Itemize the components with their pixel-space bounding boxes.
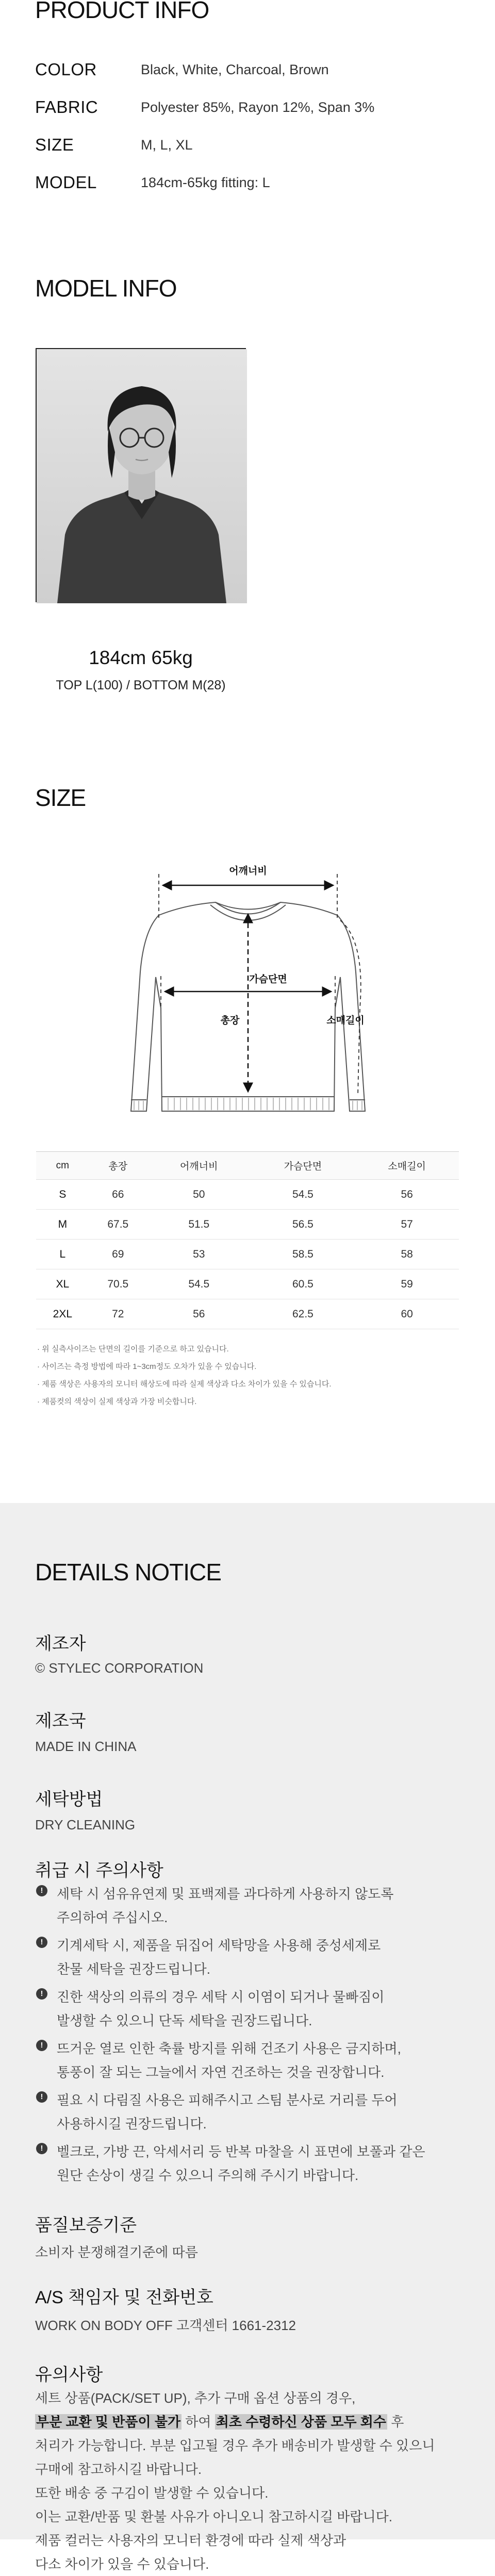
table-cell: 62.5 [251, 1299, 355, 1329]
caution-line-highlighted [35, 2410, 468, 2434]
care-item [36, 1934, 459, 1981]
care-item [36, 1882, 459, 1929]
info-row-size [35, 135, 458, 155]
size-note: · 위 실측사이즈는 단면의 길이를 기준으로 하고 있습니다. [37, 1345, 229, 1353]
wash-value: DRY CLEANING [35, 1817, 136, 1832]
caution-fragment: 후 [387, 2414, 404, 2430]
caution-line: 다소 차이가 있을 수 있습니다. [35, 2556, 209, 2572]
table-cell: 67.5 [89, 1210, 147, 1240]
wash-heading: 세탁방법 [35, 1790, 103, 1809]
table-cell: 60.5 [251, 1269, 355, 1299]
caution-heading: 유의사항 [35, 2365, 103, 2385]
table-cell: 56 [147, 1299, 251, 1329]
care-line: 기계세탁 시, 제품을 뒤집어 세탁망을 사용해 중성세제로 [57, 1938, 381, 1953]
table-row [36, 1210, 459, 1240]
exclamation-icon: ! [36, 2143, 47, 2154]
table-cell: S [36, 1180, 89, 1210]
col-header: 총장 [89, 1152, 147, 1180]
table-cell: 53 [147, 1240, 251, 1269]
care-line: 세탁 시 섬유유연제 및 표백제를 과다하게 사용하지 않도록 [57, 1886, 394, 1902]
chest-label: 가슴단면 [249, 973, 287, 985]
care-heading: 취급 시 주의사항 [35, 1861, 163, 1880]
care-line: 벨크로, 가방 끈, 악세서리 등 반복 마찰을 시 표면에 보풀과 같은 [57, 2144, 425, 2159]
care-line: 찬물 세탁을 권장드립니다. [57, 1961, 210, 1977]
model-info-title: MODEL INFO [35, 275, 177, 302]
table-cell: 59 [355, 1269, 459, 1299]
care-line: 필요 시 다림질 사용은 피해주시고 스팀 분사로 거리를 두어 [57, 2092, 398, 2108]
table-cell: 56.5 [251, 1210, 355, 1240]
origin-heading: 제조국 [35, 1711, 86, 1731]
info-row-model [35, 172, 458, 193]
table-cell: 54.5 [147, 1269, 251, 1299]
exclamation-icon: ! [36, 1988, 47, 2000]
length-label: 총장 [220, 1015, 240, 1026]
caution-line: 세트 상품(PACK/SET UP), 추가 구매 옵션 상품의 경우, [35, 2390, 356, 2406]
table-cell: 54.5 [251, 1180, 355, 1210]
info-key: FABRIC [35, 97, 98, 117]
origin-value: MADE IN CHINA [35, 1739, 137, 1754]
model-fitting-sizes: TOP L(100) / BOTTOM M(28) [56, 678, 226, 692]
care-item [36, 2088, 459, 2136]
table-cell: L [36, 1240, 89, 1269]
model-illustration [37, 349, 247, 603]
info-row-color [35, 59, 458, 80]
table-row [36, 1180, 459, 1210]
warranty-heading: 품질보증기준 [35, 2216, 137, 2235]
exclamation-icon: ! [36, 2091, 47, 2103]
care-line: 뜨거운 열로 인한 축률 방지를 위해 건조기 사용은 금지하며, [57, 2041, 401, 2056]
size-title: SIZE [35, 784, 86, 811]
info-row-fabric [35, 97, 458, 118]
info-key: COLOR [35, 60, 97, 79]
care-line: 발생할 수 있으니 단독 세탁을 권장드립니다. [57, 2013, 312, 2028]
table-cell: 66 [89, 1180, 147, 1210]
warranty-value: 소비자 분쟁해결기준에 따름 [35, 2244, 198, 2260]
info-key: MODEL [35, 173, 97, 192]
exclamation-icon: ! [36, 1885, 47, 1896]
caution-fragment: 하여 [182, 2414, 215, 2430]
highlight-return-all: 최초 수령하신 상품 모두 회수 [216, 2414, 387, 2430]
care-line: 진한 색상의 의류의 경우 세탁 시 이염이 되거나 물빠짐이 [57, 1989, 385, 2005]
caution-text [35, 2386, 468, 2576]
col-header: 어깨너비 [147, 1152, 251, 1180]
table-cell: 56 [355, 1180, 459, 1210]
model-measurements: 184cm 65kg [89, 647, 193, 668]
table-cell: 2XL [36, 1299, 89, 1329]
info-value: 184cm-65kg fitting: L [141, 174, 270, 190]
table-cell: M [36, 1210, 89, 1240]
exclamation-icon: ! [36, 2040, 47, 2051]
care-line: 원단 손상이 생길 수 있으니 주의해 주시기 바랍니다. [57, 2168, 359, 2183]
care-line: 주의하여 주십시오. [57, 1910, 168, 1925]
sweatshirt-measurement-drawing [107, 853, 389, 1142]
caution-line: 구매에 참고하시길 바랍니다. [35, 2462, 202, 2477]
shoulder-label: 어깨너비 [229, 865, 267, 877]
size-notes [37, 1341, 450, 1411]
maker-value: © STYLEC CORPORATION [35, 1660, 204, 1676]
col-header: cm [36, 1152, 89, 1180]
care-item [36, 2140, 459, 2187]
caution-line: 처리가 가능합니다. 부분 입고될 경우 추가 배송비가 발생할 수 있으니 [35, 2438, 435, 2453]
info-value: M, L, XL [141, 137, 193, 153]
caution-line: 또한 배송 중 구김이 발생할 수 있습니다. [35, 2485, 269, 2501]
size-diagram [107, 853, 389, 1142]
info-value: Black, White, Charcoal, Brown [141, 61, 329, 77]
table-cell: 72 [89, 1299, 147, 1329]
care-line: 사용하시길 권장드립니다. [57, 2116, 207, 2132]
table-cell: 58.5 [251, 1240, 355, 1269]
care-line: 통풍이 잘 되는 그늘에서 자연 건조하는 것을 권장합니다. [57, 2065, 385, 2080]
care-item [36, 1985, 459, 2033]
details-notice-title: DETAILS NOTICE [35, 1559, 221, 1586]
table-cell: 70.5 [89, 1269, 147, 1299]
size-note: · 제품 색상은 사용자의 모니터 해상도에 따라 실제 색상과 다소 차이가 있을 수 있습니다. [37, 1380, 332, 1389]
sleeve-label: 소매길이 [326, 1015, 365, 1026]
caution-line: 제품 컬러는 사용자의 모니터 환경에 따라 실제 색상과 [35, 2533, 346, 2548]
col-header: 소매길이 [355, 1152, 459, 1180]
as-heading: A/S 책임자 및 전화번호 [35, 2288, 213, 2307]
model-photo [36, 348, 246, 602]
size-note: · 제품컷의 색상이 실제 색상과 가장 비슷합니다. [37, 1397, 197, 1406]
table-cell: 69 [89, 1240, 147, 1269]
size-table-header [36, 1152, 459, 1180]
col-header: 가슴단면 [251, 1152, 355, 1180]
table-row [36, 1240, 459, 1269]
table-row [36, 1269, 459, 1299]
maker-heading: 제조자 [35, 1634, 86, 1654]
size-table [36, 1151, 459, 1329]
table-cell: 58 [355, 1240, 459, 1269]
product-info-title: PRODUCT INFO [35, 0, 209, 23]
table-cell: 60 [355, 1299, 459, 1329]
size-note: · 사이즈는 측정 방법에 따라 1~3cm정도 오차가 있을 수 있습니다. [37, 1362, 257, 1371]
highlight-no-partial-return: 부분 교환 및 반품이 불가 [36, 2414, 181, 2430]
info-value: Polyester 85%, Rayon 12%, Span 3% [141, 99, 375, 115]
table-row [36, 1299, 459, 1329]
caution-line: 이는 교환/반품 및 환불 사유가 아니오니 참고하시길 바랍니다. [35, 2509, 392, 2524]
info-key: SIZE [35, 135, 74, 154]
exclamation-icon: ! [36, 1937, 47, 1948]
care-item [36, 2037, 459, 2084]
table-cell: 57 [355, 1210, 459, 1240]
table-cell: XL [36, 1269, 89, 1299]
as-value: WORK ON BODY OFF 고객센터 1661-2312 [35, 2318, 296, 2333]
table-cell: 51.5 [147, 1210, 251, 1240]
table-cell: 50 [147, 1180, 251, 1210]
